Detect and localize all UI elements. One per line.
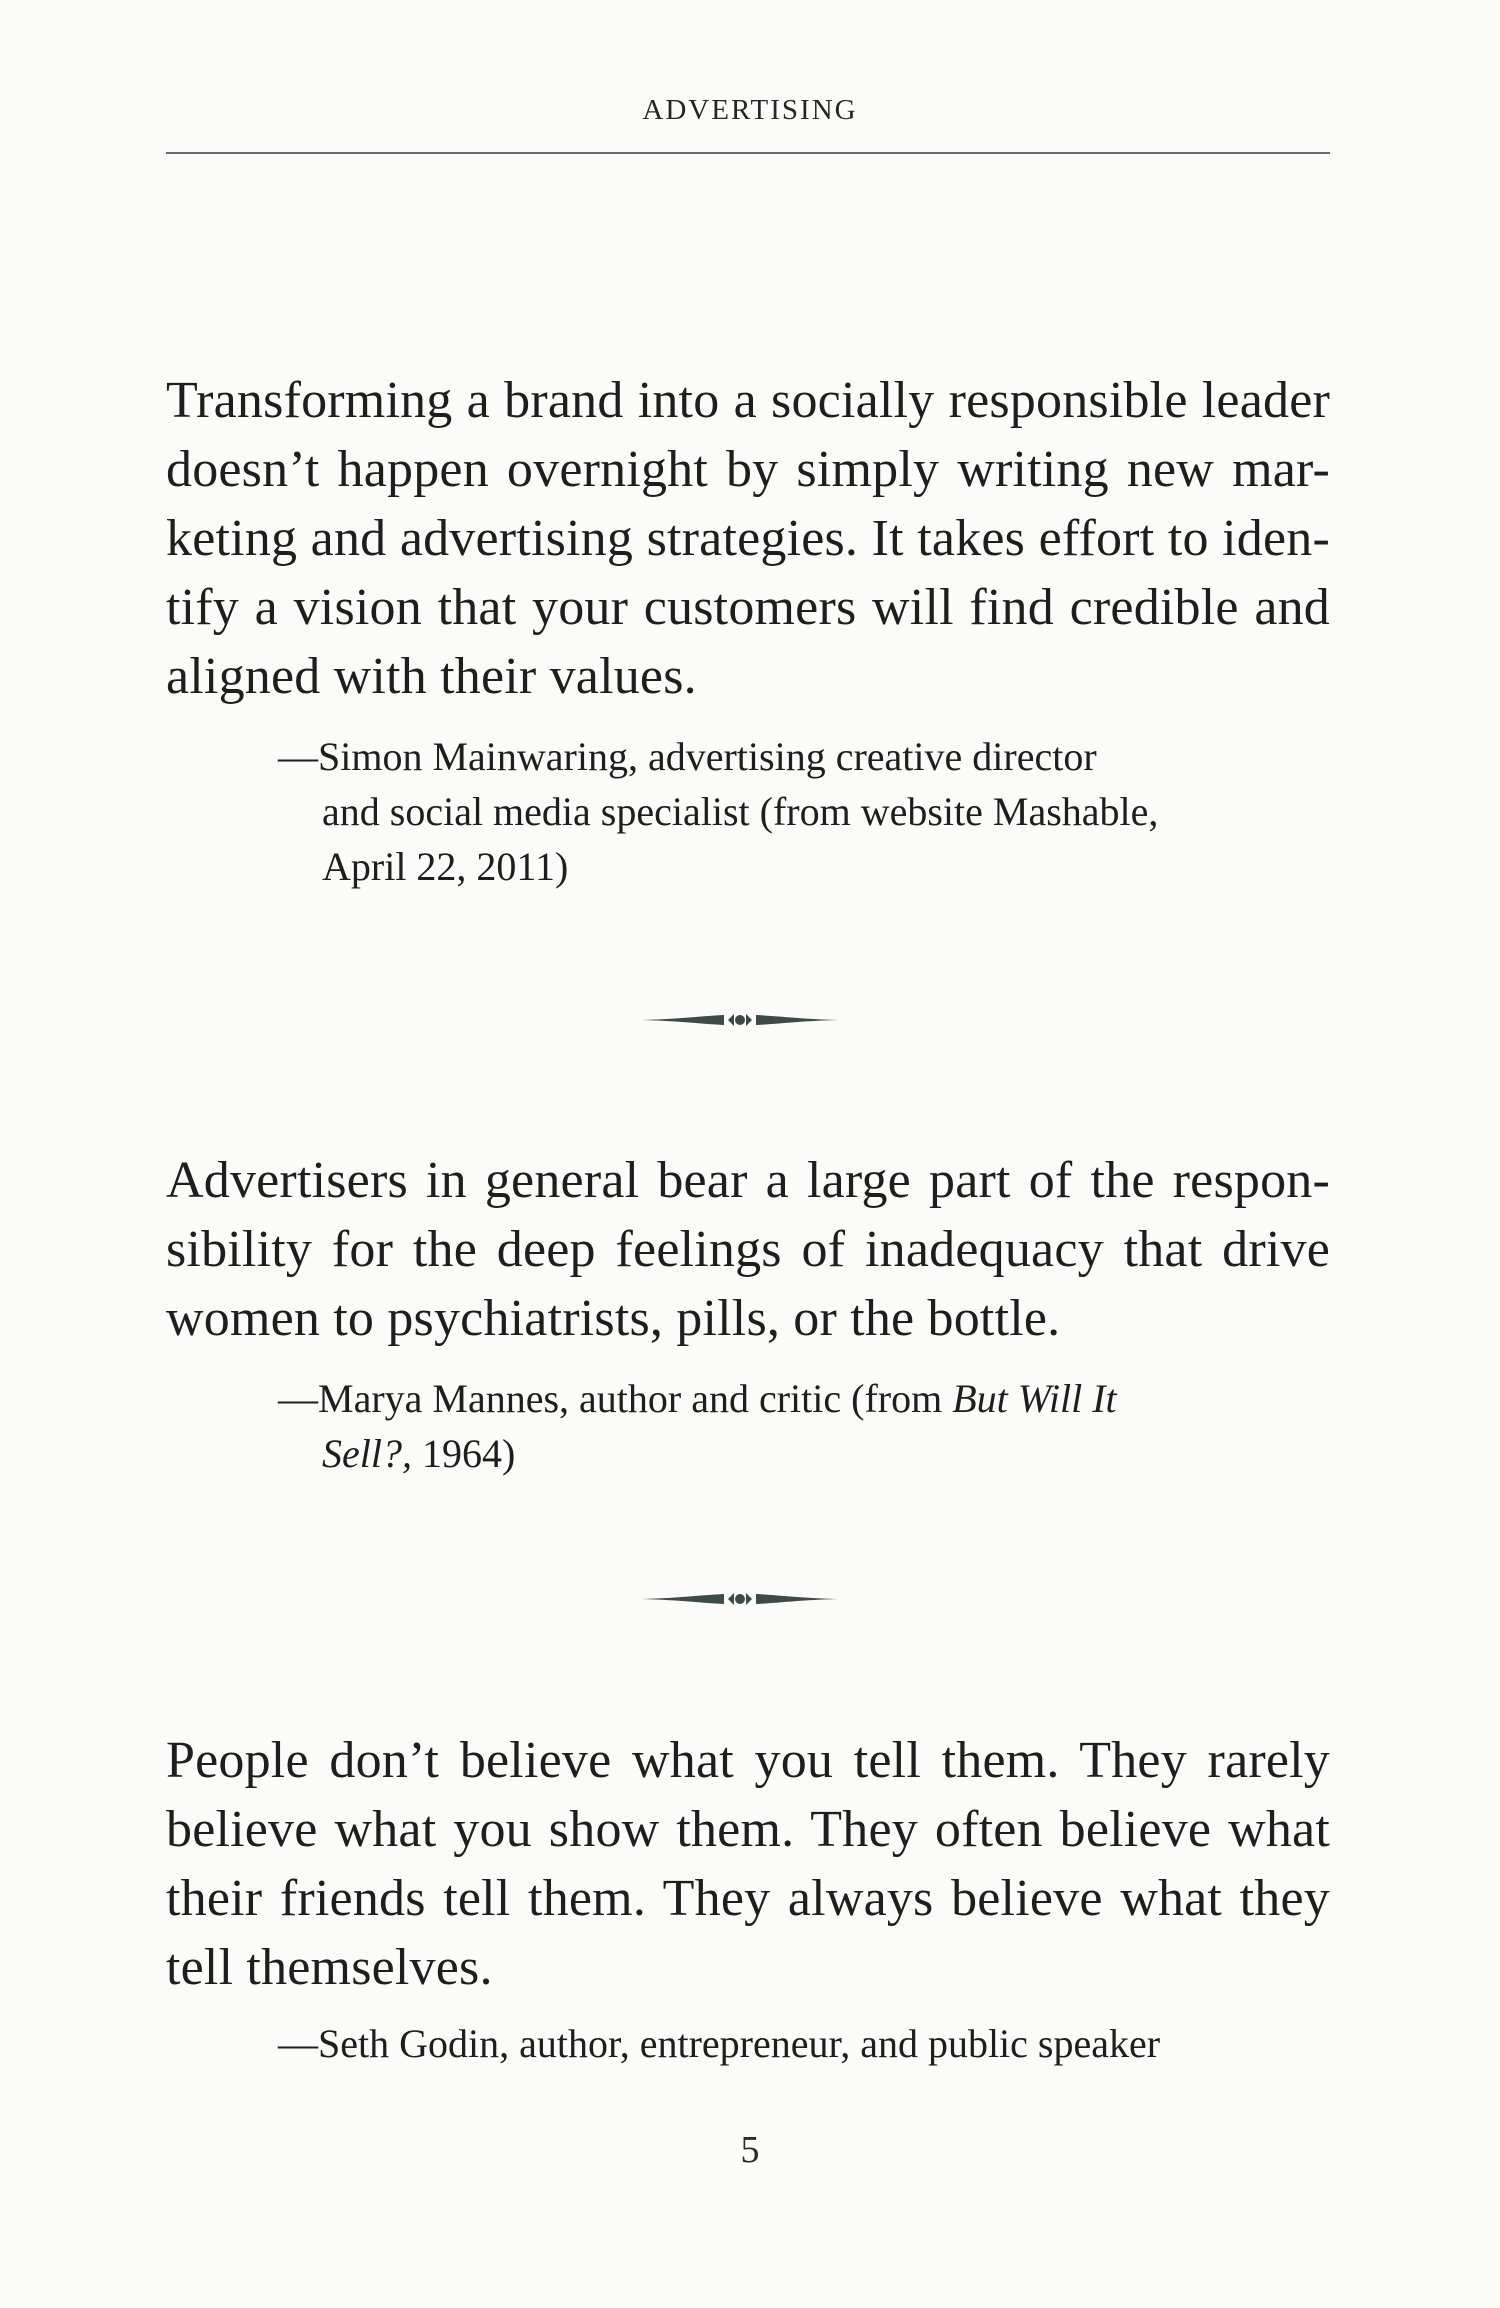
- quote-1-line: keting and advertising strategies. It takes effort to iden-: [166, 510, 1330, 567]
- quote-3-attribution: [166, 2016, 1330, 2071]
- quote-1-line: Transforming a brand into a socially responsible leader: [166, 372, 1330, 429]
- quote-1-line: aligned with their values.: [166, 648, 697, 705]
- quote-1-text: [166, 366, 1330, 711]
- book-title: But Will It: [952, 1376, 1117, 1421]
- attribution-line: [322, 1426, 1330, 1481]
- quote-3-line: believe what you show them. They often believe what: [166, 1801, 1330, 1858]
- attribution-line: [278, 1371, 1330, 1426]
- quote-2: [166, 1146, 1330, 1481]
- attribution-text: 1964): [411, 1431, 516, 1476]
- running-head: ADVERTISING: [642, 94, 858, 126]
- fleuron-divider-icon: [640, 1008, 840, 1032]
- quote-2-attribution: [166, 1371, 1330, 1481]
- quote-1-attribution: [166, 729, 1330, 894]
- quote-3: [166, 1726, 1330, 2071]
- book-title: Sell?,: [322, 1431, 412, 1476]
- attribution-text: —Marya Mannes, author and critic (from: [278, 1376, 953, 1421]
- quote-3-line: their friends tell them. They always believe what they: [166, 1870, 1330, 1927]
- attribution-line: and social media specialist (from website Mashable,: [322, 789, 1159, 834]
- page-number: 5: [740, 2129, 760, 2171]
- quote-1: [166, 366, 1330, 894]
- quote-3-text: [166, 1726, 1330, 2002]
- quote-2-line: sibility for the deep feelings of inadequacy that drive: [166, 1221, 1330, 1278]
- attribution-line: —Seth Godin, author, entrepreneur, and public speaker: [278, 2021, 1161, 2066]
- attribution-line: —Simon Mainwaring, advertising creative director: [278, 734, 1097, 779]
- quote-2-line: women to psychiatrists, pills, or the bottle.: [166, 1290, 1061, 1347]
- quote-1-line: doesn’t happen overnight by simply writing new mar-: [166, 441, 1330, 498]
- quote-3-line: tell themselves.: [166, 1939, 493, 1996]
- quote-3-line: People don’t believe what you tell them. They rarely: [166, 1732, 1330, 1789]
- fleuron-divider-icon: [640, 1587, 840, 1611]
- header-rule: [166, 152, 1330, 154]
- quote-2-line: Advertisers in general bear a large part of the respon-: [166, 1152, 1330, 1209]
- quote-2-text: [166, 1146, 1330, 1353]
- quote-1-line: tify a vision that your customers will find credible and: [166, 579, 1330, 636]
- attribution-line: April 22, 2011): [322, 844, 569, 889]
